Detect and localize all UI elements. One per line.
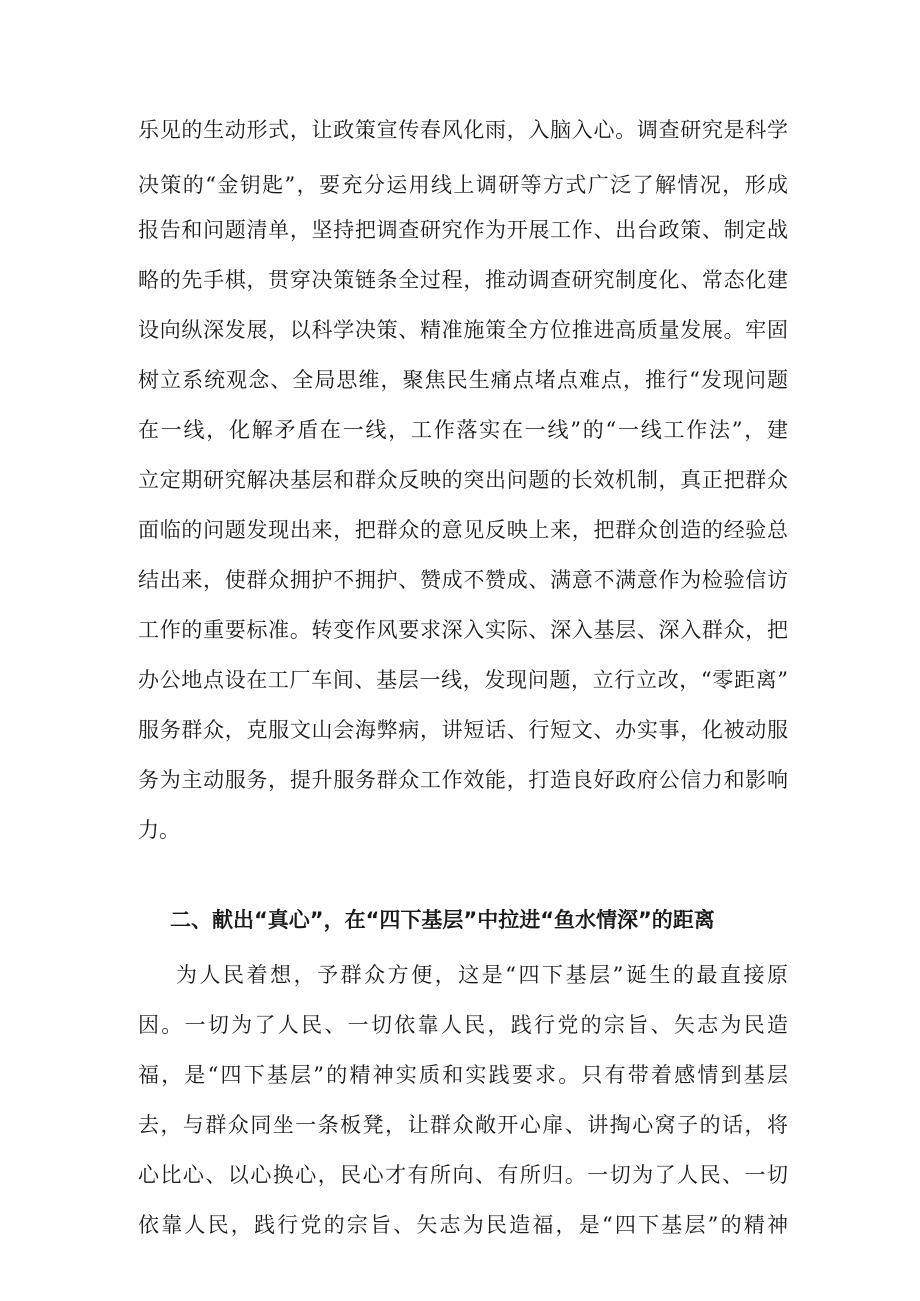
text-line: 因。一切为了人民、一切依靠人民，践行党的宗旨、矢志为民造: [138, 1013, 788, 1037]
text-line: 务为主动服务，提升服务群众工作效能，打造良好政府公信力和影响: [138, 768, 788, 792]
text-line: 力。: [138, 818, 180, 842]
text-line: 依靠人民，践行党的宗旨、矢志为民造福，是“四下基层”的精神: [138, 1213, 788, 1237]
section-heading: 二、献出“真心”，在“四下基层”中拉进“鱼水情深”的距离: [170, 908, 715, 932]
text-line: 树立系统观念、全局思维，聚焦民生痛点堵点难点，推行“发现问题: [138, 368, 788, 392]
text-line: 办公地点设在工厂车间、基层一线，发现问题，立行立改，“零距离”: [138, 668, 788, 692]
text-line: 为人民着想，予群众方便，这是“四下基层”诞生的最直接原: [176, 963, 788, 987]
text-line: 心比心、以心换心，民心才有所向、有所归。一切为了人民、一切: [138, 1163, 788, 1187]
text-line: 结出来，使群众拥护不拥护、赞成不赞成、满意不满意作为检验信访: [138, 568, 788, 592]
text-line: 在一线，化解矛盾在一线，工作落实在一线”的“一线工作法”，建: [138, 418, 788, 442]
text-line: 乐见的生动形式，让政策宣传春风化雨，入脑入心。调查研究是科学: [138, 118, 788, 142]
text-line: 面临的问题发现出来，把群众的意见反映上来，把群众创造的经验总: [138, 518, 788, 542]
text-line: 福，是“四下基层”的精神实质和实践要求。只有带着感情到基层: [138, 1063, 788, 1087]
text-line: 决策的“金钥匙”，要充分运用线上调研等方式广泛了解情况，形成: [138, 173, 788, 197]
text-line: 去，与群众同坐一条板凳，让群众敞开心扉、讲掏心窝子的话，将: [138, 1113, 788, 1137]
text-line: 设向纵深发展，以科学决策、精准施策全方位推进高质量发展。牢固: [138, 318, 788, 342]
text-line: 立定期研究解决基层和群众反映的突出问题的长效机制，真正把群众: [138, 468, 788, 492]
text-line: 报告和问题清单，坚持把调查研究作为开展工作、出台政策、制定战: [138, 218, 788, 242]
text-line: 工作的重要标准。转变作风要求深入实际、深入基层、深入群众，把: [138, 618, 788, 642]
text-line: 服务群众，克服文山会海弊病，讲短话、行短文、办实事，化被动服: [138, 718, 788, 742]
text-line: 略的先手棋，贯穿决策链条全过程，推动调查研究制度化、常态化建: [138, 268, 788, 292]
